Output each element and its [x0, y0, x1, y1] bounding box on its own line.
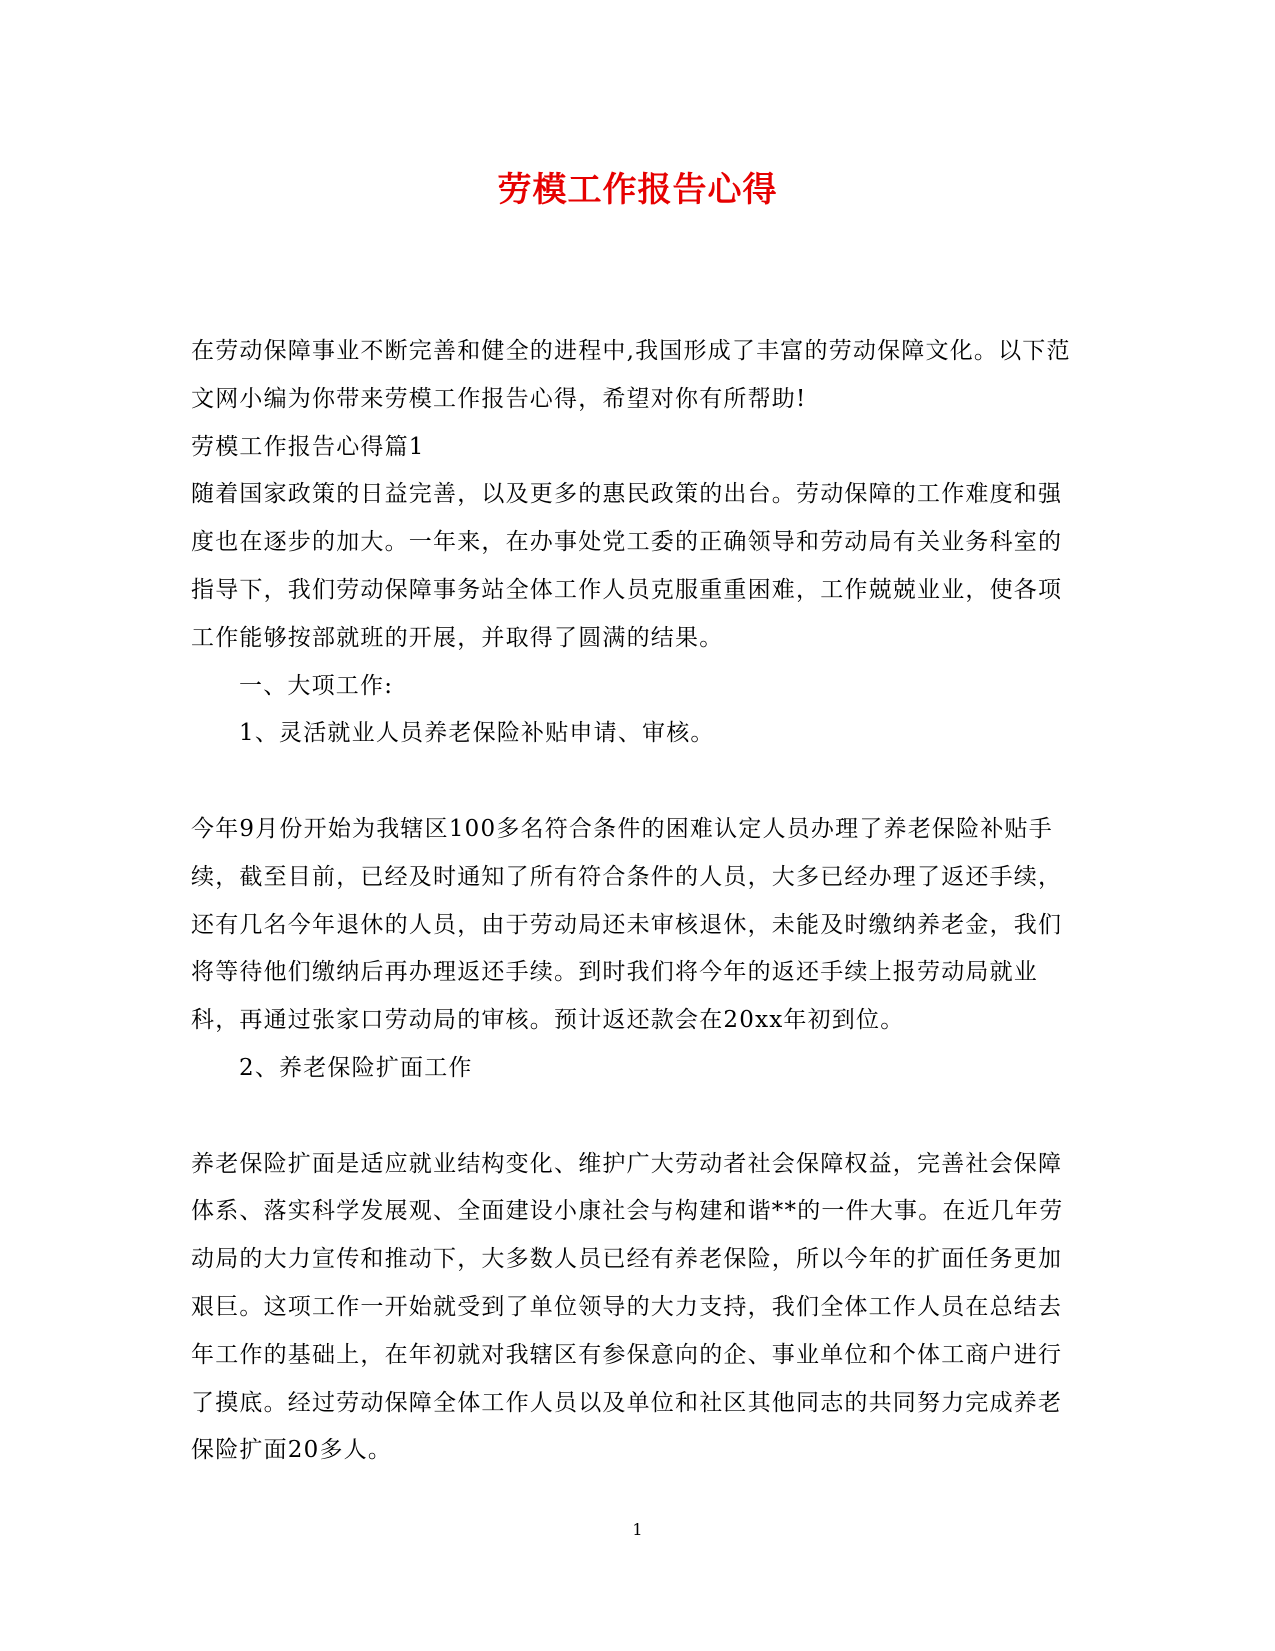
body-paragraph: 今年9月份开始为我辖区100多名符合条件的困难认定人员办理了养老保险补贴手续，截至目前，已经及时通知了所有符合条件的人员，大多已经办理了返还手续，还有几名今年退休的人员，由于劳动局还未审核退休，未能及时缴纳养老金，我们将等待他们缴纳后再办理返还手续。到时我们将今年的返还手续上报劳动局就业科，再通过张家口劳动局的审核。预计返还款会在20xx年初到位。	[191, 815, 1063, 1034]
subheading: 一、大项工作:	[239, 672, 394, 699]
document-body	[191, 328, 1076, 1475]
list-item-heading: 1、灵活就业人员养老保险补贴申请、审核。	[239, 720, 715, 747]
body-paragraph: 随着国家政策的日益完善，以及更多的惠民政策的出台。劳动保障的工作难度和强度也在逐步的加大。一年来，在办事处党工委的正确领导和劳动局有关业务科室的指导下，我们劳动保障事务站全体工作人员克服重重困难，工作兢兢业业，使各项工作能够按部就班的开展，并取得了圆满的结果。	[191, 481, 1063, 651]
list-item-heading: 2、养老保险扩面工作	[239, 1054, 473, 1081]
spacer	[191, 1093, 1076, 1141]
section-heading: 劳模工作报告心得篇1	[191, 433, 425, 460]
body-paragraph: 养老保险扩面是适应就业结构变化、维护广大劳动者社会保障权益，完善社会保障体系、落实科学发展观、全面建设小康社会与构建和谐**的一件大事。在近几年劳动局的大力宣传和推动下，大多数人员已经有养老保险，所以今年的扩面任务更加艰巨。这项工作一开始就受到了单位领导的大力支持，我们全体工作人员在总结去年工作的基础上，在年初就对我辖区有参保意向的企、事业单位和个体工商户进行了摸底。经过劳动保障全体工作人员以及单位和社区其他同志的共同努力完成养老保险扩面20多人。	[191, 1150, 1064, 1464]
document-title: 劳模工作报告心得	[497, 170, 778, 210]
intro-paragraph: 在劳动保障事业不断完善和健全的进程中,我国形成了丰富的劳动保障文化。以下范文网小编为你带来劳模工作报告心得，希望对你有所帮助!	[191, 338, 1071, 412]
spacer	[191, 758, 1076, 806]
page-number: 1	[632, 1520, 643, 1539]
